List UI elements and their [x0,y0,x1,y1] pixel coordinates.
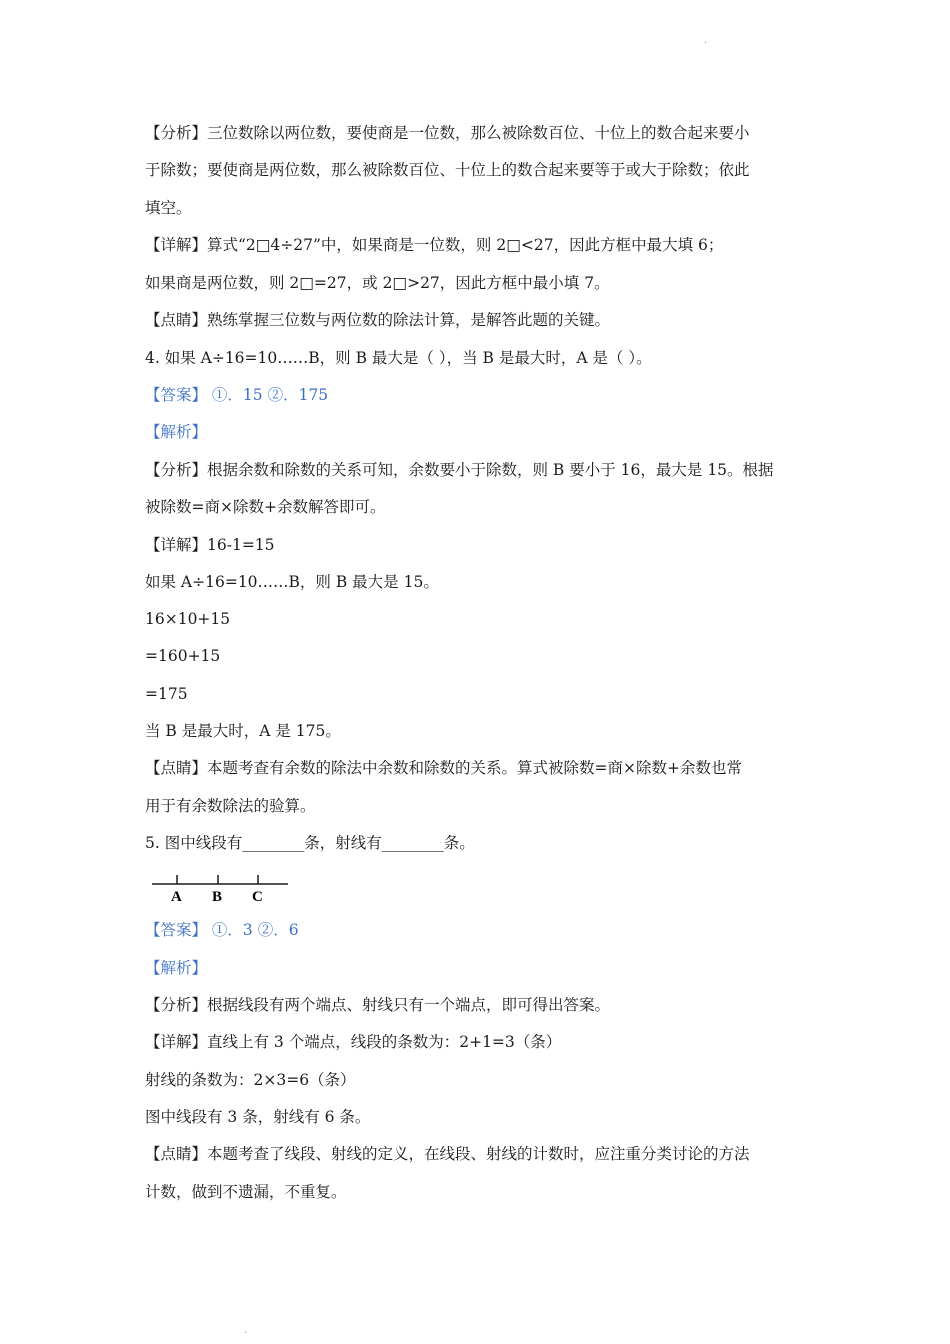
detail-5-line-3: 图中线段有 3 条，射线有 6 条。 [145,1108,371,1126]
detail-4-line-4: =160+15 [145,647,221,665]
bottom-dot: · [244,1328,248,1339]
answer-4: 【答案】 ①．15 ②．175 [145,386,329,404]
detail-line-1: 【详解】算式“2□4÷27”中，如果商是一位数，则 2□<27，因此方框中最大填 6； [145,236,724,254]
analysis-line-2: 于除数；要使商是两位数，那么被除数百位、十位上的数合起来要等于或大于除数；依此 [145,161,750,179]
analysis-4-line-1: 【分析】根据余数和除数的关系可知，余数要小于除数，则 B 要小于 16，最大是 15。根据 [145,461,774,479]
analysis-4-line-2: 被除数=商×除数+余数解答即可。 [145,498,386,516]
detail-4-line-3: 16×10+15 [145,610,231,628]
detail-5-line-2: 射线的条数为：2×3=6（条） [145,1071,356,1089]
detail-5-line-1: 【详解】直线上有 3 个端点，线段的条数为：2+1=3（条） [145,1033,562,1051]
remark-5-line-1: 【点睛】本题考查了线段、射线的定义，在线段、射线的计数时，应注重分类讨论的方法 [145,1145,750,1163]
remark-line: 【点睛】熟练掌握三位数与两位数的除法计算，是解答此题的关键。 [145,311,611,329]
question-5: 5. 图中线段有________条，射线有________条。 [145,834,475,852]
analysis-5: 【分析】根据线段有两个端点、射线只有一个端点，即可得出答案。 [145,996,611,1014]
remark-5-line-2: 计数，做到不遗漏，不重复。 [145,1183,347,1201]
detail-4-line-6: 当 B 是最大时，A 是 175。 [145,722,341,740]
analysis-line-1: 【分析】三位数除以两位数，要使商是一位数，那么被除数百位、十位上的数合起来要小 [145,124,750,142]
line-figure [150,872,300,908]
remark-4-line-2: 用于有余数除法的验算。 [145,797,316,815]
question-4: 4. 如果 A÷16=10……B，则 B 最大是（ ），当 B 是最大时，A 是（ ）。 [145,349,652,367]
label-c: C [252,889,263,905]
detail-4-line-1: 【详解】16-1=15 [145,536,275,554]
label-b: B [212,889,223,905]
explanation-tag-5: 【解析】 [145,959,208,977]
explanation-tag-4: 【解析】 [145,423,208,441]
detail-line-2: 如果商是两位数，则 2□=27，或 2□>27，因此方框中最小填 7。 [145,274,610,292]
top-dot: · [704,38,708,49]
detail-4-line-5: =175 [145,685,188,703]
label-a: A [171,889,182,905]
analysis-line-3: 填空。 [145,199,192,217]
detail-4-line-2: 如果 A÷16=10……B，则 B 最大是 15。 [145,573,439,591]
answer-5: 【答案】 ①．3 ②．6 [145,921,299,939]
remark-4-line-1: 【点睛】本题考查有余数的除法中余数和除数的关系。算式被除数=商×除数+余数也常 [145,759,742,777]
